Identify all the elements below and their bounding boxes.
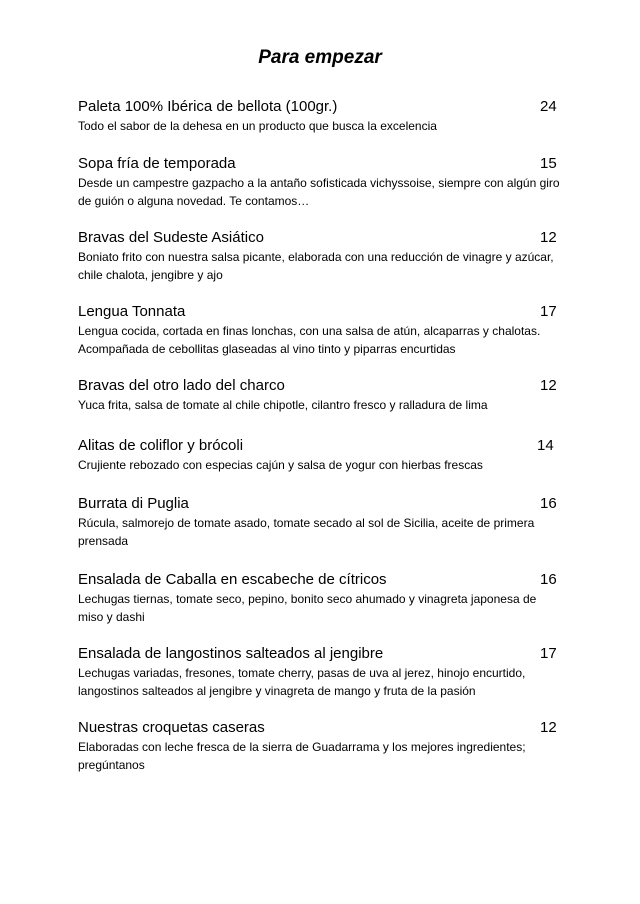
- item-price: 12: [540, 229, 557, 246]
- menu-item: [78, 303, 562, 358]
- item-name: Nuestras croquetas caseras: [78, 719, 265, 736]
- item-name: Sopa fría de temporada: [78, 155, 236, 172]
- menu-item: [78, 155, 562, 210]
- item-name: Lengua Tonnata: [78, 303, 186, 320]
- item-price: 14: [537, 437, 554, 454]
- item-price: 16: [540, 495, 557, 512]
- menu-item: [78, 495, 562, 550]
- item-description: Yuca frita, salsa de tomate al chile chipotle, cilantro fresco y ralladura de lima: [78, 398, 488, 412]
- item-price: 16: [540, 571, 557, 588]
- menu-item: [78, 645, 562, 700]
- item-name: Ensalada de langostinos salteados al jengibre: [78, 645, 384, 662]
- item-name: Ensalada de Caballa en escabeche de cítricos: [78, 571, 387, 588]
- item-name: Paleta 100% Ibérica de bellota (100gr.): [78, 98, 338, 115]
- item-name: Bravas del Sudeste Asiático: [78, 229, 264, 246]
- item-description: Lechugas variadas, fresones, tomate cherry, pasas de uva al jerez, hinojo encurtido, langostinos salteados al jengibre y vinagreta de mango y fruta de la pasión: [78, 666, 526, 698]
- item-name: Bravas del otro lado del charco: [78, 377, 285, 394]
- menu-item: [78, 437, 562, 474]
- menu-item: [78, 719, 562, 774]
- menu-item: [78, 571, 562, 626]
- item-price: 15: [540, 155, 557, 172]
- item-name: Burrata di Puglia: [78, 495, 189, 512]
- item-name: Alitas de coliflor y brócoli: [78, 437, 244, 454]
- item-description: Rúcula, salmorejo de tomate asado, tomate secado al sol de Sicilia, aceite de primera prensada: [78, 516, 535, 548]
- menu-item: [78, 98, 562, 135]
- menu-item: [78, 229, 562, 284]
- item-description: Todo el sabor de la dehesa en un producto que busca la excelencia: [78, 119, 437, 133]
- item-price: 12: [540, 377, 557, 394]
- menu-item: [78, 377, 562, 414]
- item-description: Lechugas tiernas, tomate seco, pepino, bonito seco ahumado y vinagreta japonesa de miso y dashi: [78, 592, 537, 624]
- item-description: Lengua cocida, cortada en finas lonchas, con una salsa de atún, alcaparras y chalotas. Acompañada de cebollitas glaseadas al vino tinto y piparras encurtidas: [78, 324, 541, 356]
- page-title: Para empezar: [258, 47, 382, 68]
- item-price: 17: [540, 303, 557, 320]
- item-description: Boniato frito con nuestra salsa picante, elaborada con una reducción de vinagre y azúcar, chile chalota, jengibre y ajo: [78, 250, 554, 282]
- item-description: Desde un campestre gazpacho a la antaño sofisticada vichyssoise, siempre con algún giro de guión o alguna novedad. Te contamos…: [78, 176, 560, 208]
- item-price: 24: [540, 98, 557, 115]
- item-price: 12: [540, 719, 557, 736]
- item-description: Crujiente rebozado con especias cajún y salsa de yogur con hierbas frescas: [78, 458, 483, 472]
- item-price: 17: [540, 645, 557, 662]
- item-description: Elaboradas con leche fresca de la sierra de Guadarrama y los mejores ingredientes; pregúntanos: [78, 740, 526, 772]
